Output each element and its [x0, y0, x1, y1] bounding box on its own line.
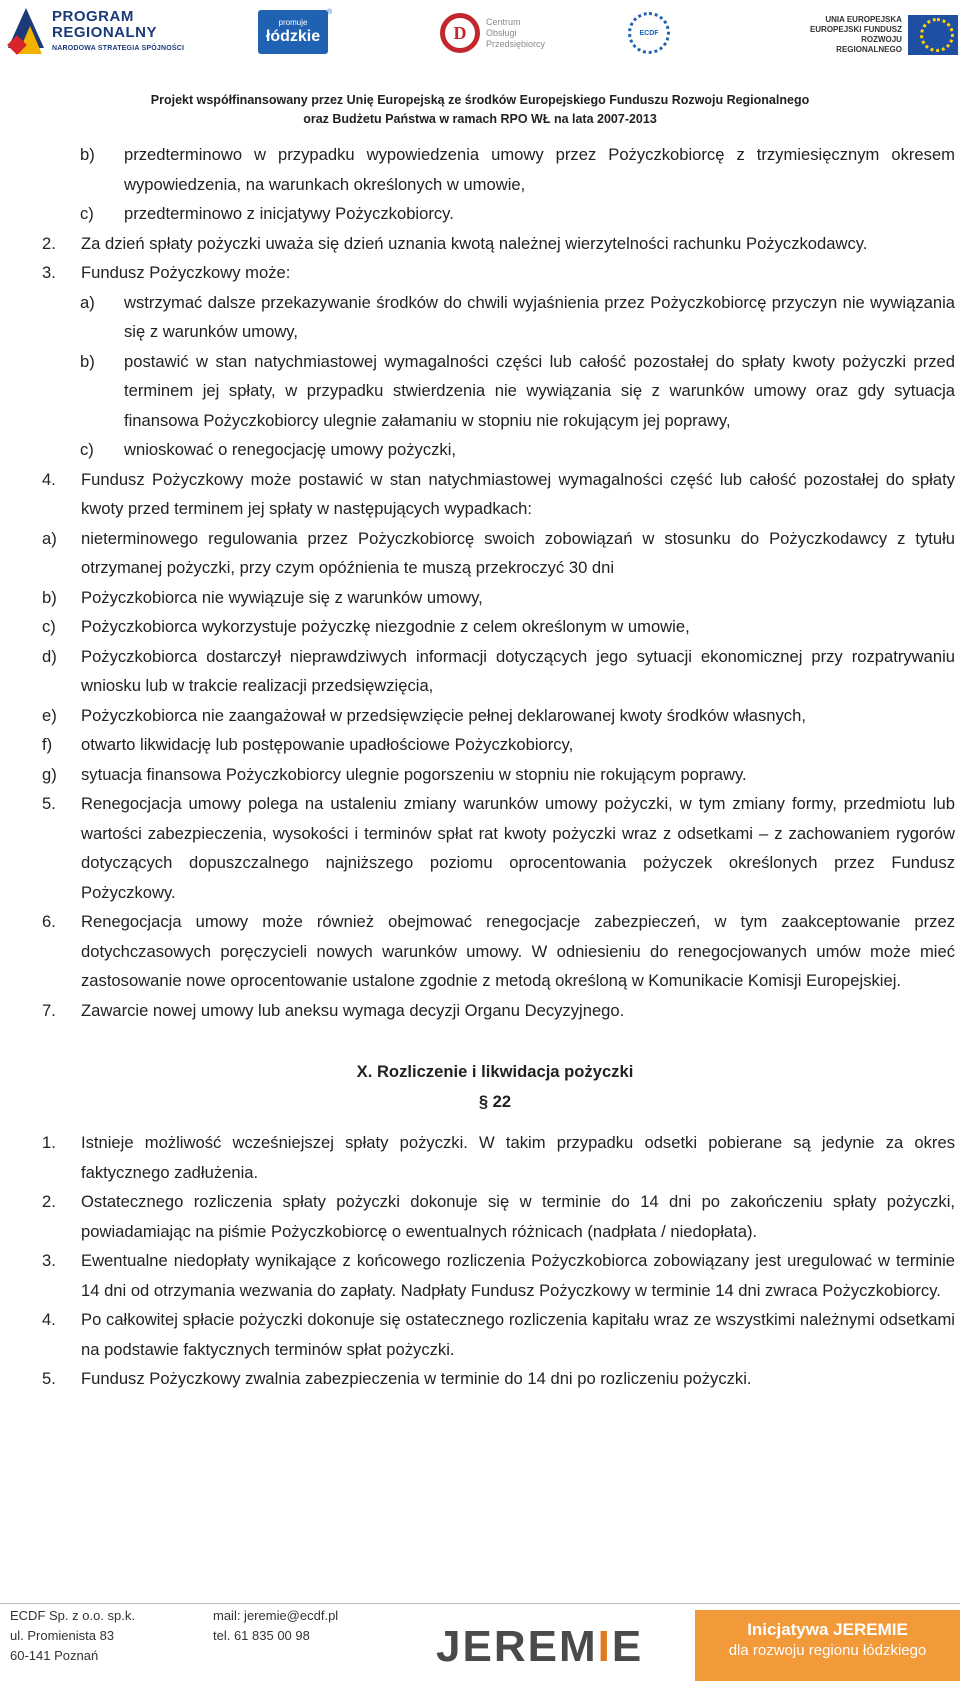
list-marker: g) — [42, 764, 57, 784]
badge-subtitle: dla rozwoju regionu łódzkiego — [728, 1642, 927, 1659]
jeremie-logo-part-c: E — [611, 1622, 644, 1671]
eu-flag-icon — [908, 15, 958, 55]
list-marker: 6. — [42, 912, 56, 931]
list-marker: 4. — [42, 469, 56, 489]
footer-street: ul. Promienista 83 — [10, 1628, 115, 1643]
list-marker: 5. — [42, 1369, 56, 1388]
list-item-text: Pożyczkobiorca wykorzystuje pożyczkę niezgodnie z celem określonym w umowie, — [81, 617, 690, 636]
list-item — [0, 288, 960, 347]
ue-line2: EUROPEJSKI FUNDUSZ — [809, 25, 902, 34]
list-item — [0, 760, 960, 790]
section-title: X. Rozliczenie i likwidacja pożyczki — [356, 1062, 634, 1081]
list-marker: d) — [42, 646, 57, 666]
list-item-text: Fundusz Pożyczkowy może postawić w stan natychmiastowej wymagalności część lub całość pozostałej do spłaty kwoty przed terminem jej spłaty w następujących wypadkach: — [81, 469, 955, 518]
jeremie-logo-part-a: JEREM — [436, 1622, 598, 1671]
list-item-text: przedterminowo z inicjatywy Pożyczkobiorcy. — [124, 204, 454, 223]
program-logo-line2: REGIONALNY — [52, 24, 158, 41]
centrum-obslugi-logo — [440, 10, 550, 56]
list-item — [0, 1128, 960, 1187]
ecdf-ring-icon: ECDF — [628, 12, 670, 54]
jeremie-logo-part-b: I — [597, 1622, 612, 1671]
list-item — [0, 583, 960, 613]
section-paragraph-number: § 22 — [478, 1091, 512, 1111]
page-header — [0, 0, 960, 137]
lodz-logo-small: promuje — [278, 18, 308, 27]
list-marker: 4. — [42, 1310, 56, 1329]
list-marker: 1. — [42, 1133, 56, 1152]
list-item-text: przedterminowo w przypadku wypowiedzenia umowy przez Pożyczkobiorcę z trzymiesięcznym okresem wypowiedzenia, na warunkach określonych w umowie, — [124, 145, 955, 194]
footer-company: ECDF Sp. z o.o. sp.k. — [10, 1608, 135, 1623]
list-item — [0, 1364, 960, 1394]
list-marker: a) — [80, 292, 95, 312]
lodz-logo-big: łódzkie — [265, 28, 321, 45]
list-item — [0, 996, 960, 1026]
list-item-text: wstrzymać dalsze przekazywanie środków do chwili wyjaśnienia przez Pożyczkobiorcę przyczyn nie wywiązania się z warunków umowy, — [124, 292, 955, 341]
list-item-text: postawić w stan natychmiastowej wymagalności części lub całość pozostałej do spłaty kwoty pożyczki przed terminem jej spłaty, w przypadku stwierdzenia nie wywiązania się z warunków umowy oraz gdy sytuacja finansowa Pożyczkobiorcy ulegnie załamaniu w stopniu nie rokującym jej poprawy, — [124, 351, 955, 430]
list-item-text: otwarto likwidację lub postępowanie upadłościowe Pożyczkobiorcy, — [81, 735, 574, 754]
list-item — [0, 642, 960, 701]
list-marker: c) — [42, 617, 56, 636]
ue-line3: ROZWOJU REGIONALNEGO — [836, 35, 902, 54]
badge-title: Inicjatywa JEREMIE — [747, 1620, 908, 1639]
list-item — [0, 140, 960, 199]
list-item-text: Ostatecznego rozliczenia spłaty pożyczki dokonuje się w terminie do 14 dni po zakończeniu spłaty pożyczki, powiadamiając na piśmie Pożyczkobiorcę o ewentualnych różnicach (nadpłata / niedopłata). — [81, 1192, 955, 1241]
list-marker: c) — [80, 440, 94, 459]
list-item-text: Fundusz Pożyczkowy może: — [81, 263, 291, 282]
list-item — [0, 258, 960, 288]
ecdf-logo — [626, 10, 672, 56]
cofinancing-tagline-2: oraz Budżetu Państwa w ramach RPO WŁ na lata 2007-2013 — [303, 112, 657, 126]
list-marker: 2. — [42, 233, 56, 253]
ue-line1: UNIA EUROPEJSKA — [825, 15, 902, 24]
list-item-text: Po całkowitej spłacie pożyczki dokonuje się ostatecznego rozliczenia kapitału wraz ze wszystkimi należnymi odsetkami na podstawie faktycznych terminów spłat pożyczki. — [81, 1310, 955, 1359]
footer-email[interactable]: mail: jeremie@ecdf.pl — [213, 1608, 339, 1623]
footer-city: 60-141 Poznań — [10, 1648, 99, 1663]
list-item-text: Renegocjacja umowy może również obejmować renegocjacje zabezpieczeń, w tym zaakceptowanie przez dotychczasowych poręczycieli nowych warunków umowy. W odniesieniu do renegocjowanych umów może mieć zastosowanie nowe oprocentowanie ustalone zgodnie z metodą określoną w Komunikacie Komisji Europejskiej. — [81, 912, 955, 990]
list-marker: 5. — [42, 794, 56, 813]
jeremie-logo — [436, 1624, 643, 1670]
list-marker: b) — [42, 587, 57, 607]
list-item — [0, 1305, 960, 1364]
program-regionalny-mark-icon — [6, 4, 46, 62]
cop-line1: Centrum — [486, 16, 521, 27]
list-item — [0, 435, 960, 465]
list-item-text: Zawarcie nowej umowy lub aneksu wymaga decyzji Organu Decyzyjnego. — [81, 1000, 625, 1020]
list-item-text: Fundusz Pożyczkowy zwalnia zabezpieczenia w terminie do 14 dni po rozliczeniu pożyczki. — [81, 1369, 752, 1388]
list-item-text: Pożyczkobiorca nie zaangażował w przedsięwzięcie pełnej deklarowanej kwoty środków własnych, — [81, 705, 806, 725]
footer-phone: tel. 61 835 00 98 — [213, 1628, 310, 1643]
list-marker: b) — [80, 145, 95, 164]
list-item — [0, 229, 960, 259]
registered-mark: ® — [327, 9, 333, 16]
list-marker: e) — [42, 705, 57, 725]
program-logo-line3: NARODOWA STRATEGIA SPÓJNOŚCI — [52, 45, 185, 52]
list-marker: 2. — [42, 1192, 56, 1211]
jeremie-initiative-badge — [695, 1610, 960, 1681]
list-item — [0, 612, 960, 642]
list-marker: 3. — [42, 1251, 56, 1270]
cofinancing-tagline-1: Projekt współfinansowany przez Unię Europejską ze środków Europejskiego Funduszu Rozwoju Regionalnego — [150, 93, 810, 107]
list-item — [0, 907, 960, 996]
list-marker: b) — [80, 351, 95, 371]
list-item — [0, 730, 960, 760]
list-item — [0, 701, 960, 731]
list-item — [0, 1246, 960, 1305]
cop-line3: Przedsiębiorcy — [486, 38, 546, 49]
list-marker: c) — [80, 204, 94, 223]
document-body — [0, 140, 960, 1394]
footer-contact — [213, 1606, 338, 1646]
list-item — [0, 524, 960, 583]
list-item-text: Istnieje możliwość wcześniejszej spłaty pożyczki. W takim przypadku odsetki pobierane są jedynie za okres faktycznego zadłużenia. — [81, 1133, 955, 1182]
unia-europejska-logo — [808, 14, 958, 56]
footer-divider — [0, 1603, 960, 1604]
promuje-lodzkie-logo — [258, 10, 328, 54]
list-item-text: Renegocjacja umowy polega na ustaleniu zmiany warunków umowy pożyczki, w tym zmiany formy, przedmiotu lub wartości zabezpieczenia, wysokości i terminów spłat rat kwoty pożyczki wraz z odsetkami – z zachowaniem rygorów dotyczących dopuszczalnego najniższego poziomu oprocentowania pożyczek określonych przez Fundusz Pożyczkowy. — [81, 794, 955, 902]
list-marker: a) — [42, 528, 57, 548]
list-item-text: Pożyczkobiorca dostarczył nieprawdziwych informacji dotyczących jego sytuacji ekonomicznej przy rozpatrywaniu wniosku lub w trakcie realizacji przedsięwzięcia, — [81, 646, 955, 695]
list-item-text: wnioskować o renegocjację umowy pożyczki, — [124, 440, 457, 459]
list-marker: 7. — [42, 1000, 56, 1020]
list-item — [0, 465, 960, 524]
cop-line2: Obsługi — [486, 27, 517, 38]
list-item — [0, 347, 960, 436]
list-item — [0, 1187, 960, 1246]
list-marker: 3. — [42, 263, 56, 282]
list-item-text: nieterminowego regulowania przez Pożyczkobiorcę swoich zobowiązań w stosunku do Pożyczkodawcy z tytułu otrzymanej pożyczki, przy czym opóźnienia te muszą przekroczyć 30 dni — [81, 528, 955, 577]
list-item-text: Ewentualne niedopłaty wynikające z końcowego rozliczenia Pożyczkobiorca zobowiązany jest uregulować w terminie 14 dni od otrzymania wezwania do zapłaty. Nadpłaty Fundusz Pożyczkowy w terminie 14 dni zwraca Pożyczkobiorcy. — [81, 1251, 955, 1300]
program-regionalny-logo — [6, 4, 191, 62]
program-logo-line1: PROGRAM — [52, 8, 134, 25]
cop-mark-icon: D — [440, 13, 480, 53]
list-item — [0, 789, 960, 907]
list-item-text: sytuacja finansowa Pożyczkobiorcy ulegnie pogorszeniu w stopniu nie rokującym poprawy. — [81, 764, 747, 784]
footer-address — [10, 1606, 135, 1666]
list-item — [0, 199, 960, 229]
list-item-text: Za dzień spłaty pożyczki uważa się dzień uznania kwotą należnej wierzytelności rachunku Pożyczkodawcy. — [81, 233, 868, 253]
list-marker: f) — [42, 735, 53, 754]
list-item-text: Pożyczkobiorca nie wywiązuje się z warunków umowy, — [81, 587, 483, 607]
